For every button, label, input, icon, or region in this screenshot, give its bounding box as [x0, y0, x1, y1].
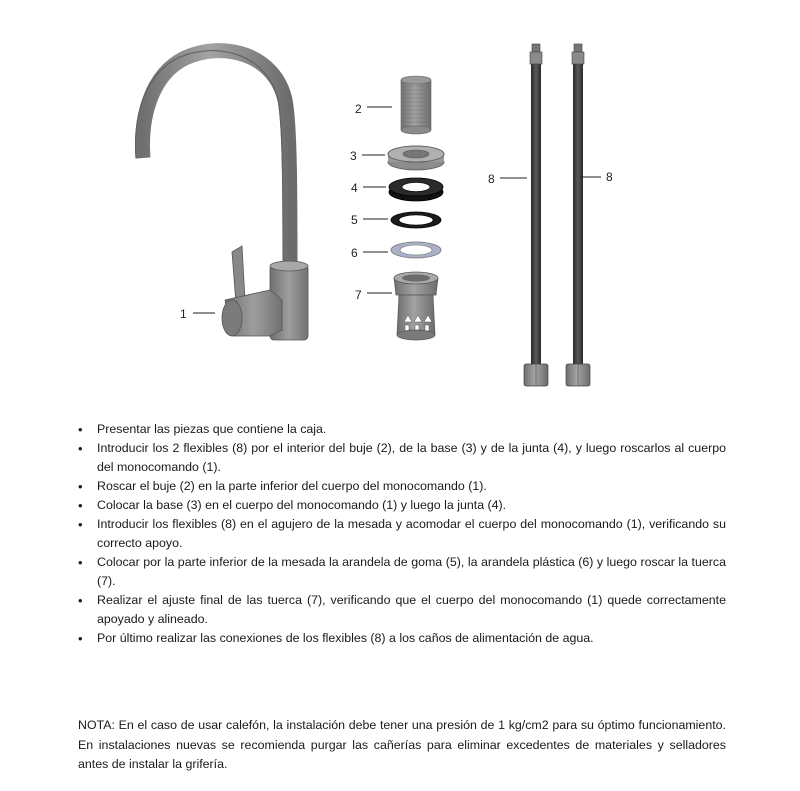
- callout-4: [351, 181, 386, 195]
- bullet-icon: •: [78, 479, 83, 494]
- step-text: Roscar el buje (2) en la parte inferior del cuerpo del monocomando (1).: [97, 479, 487, 493]
- callout-6: [351, 246, 388, 260]
- svg-text:3: 3: [350, 149, 357, 163]
- svg-text:7: 7: [355, 288, 362, 302]
- bullet-icon: •: [78, 422, 83, 437]
- svg-text:6: 6: [351, 246, 358, 260]
- callout-3: [350, 149, 385, 163]
- bullet-icon: •: [78, 498, 83, 513]
- bullet-icon: •: [78, 593, 83, 608]
- bushing-part: [401, 76, 431, 134]
- callout-8-right: [580, 170, 613, 184]
- svg-text:2: 2: [355, 102, 362, 116]
- flexible-hose-left: [524, 44, 548, 386]
- list-item: [78, 439, 726, 477]
- list-item: [78, 477, 726, 496]
- svg-text:8: 8: [606, 170, 613, 184]
- list-item: [78, 553, 726, 591]
- faucet-spout: [142, 51, 290, 268]
- callout-8-left: [488, 172, 527, 186]
- step-text: Por último realizar las conexiones de los flexibles (8) a los caños de alimentación de agua.: [97, 631, 594, 645]
- nut-part: [394, 272, 438, 340]
- rubber-washer-part: [391, 212, 441, 228]
- step-text: Colocar por la parte inferior de la mesada la arandela de goma (5), la arandela plástica (6) y luego roscar la tuerca (7).: [97, 555, 726, 588]
- step-text: Presentar las piezas que contiene la caja.: [97, 422, 327, 436]
- step-text: Realizar el ajuste final de las tuerca (7), verificando que el cuerpo del monocomando (1) quede correctamente apoyado y alineado.: [97, 593, 726, 626]
- list-item: [78, 420, 726, 439]
- bullet-icon: •: [78, 555, 83, 570]
- svg-text:8: 8: [488, 172, 495, 186]
- base-part: [388, 146, 444, 170]
- installation-note: NOTA: En el caso de usar calefón, la instalación debe tener una presión de 1 kg/cm2 para su óptimo funcionamiento. En instalaciones nuevas se recomienda purgar las cañerías para eliminar excedentes de materiales y selladores antes de instalar la grifería.: [78, 718, 726, 771]
- list-item: [78, 515, 726, 553]
- installation-steps: [78, 420, 726, 648]
- svg-text:5: 5: [351, 213, 358, 227]
- bullet-icon: •: [78, 517, 83, 532]
- step-text: Colocar la base (3) en el cuerpo del monocomando (1) y luego la junta (4).: [97, 498, 507, 512]
- gasket-part: [389, 178, 443, 201]
- list-item: [78, 496, 726, 515]
- callout-2: [355, 102, 392, 116]
- faucet-handle: [232, 246, 245, 304]
- bullet-icon: •: [78, 441, 83, 456]
- callout-5: [351, 213, 388, 227]
- flexible-hose-right: [566, 44, 590, 386]
- plastic-washer-part: [391, 242, 441, 258]
- list-item: [78, 629, 726, 648]
- step-text: Introducir los 2 flexibles (8) por el interior del buje (2), de la base (3) y de la junta (4), y luego roscarlos al cuerpo del monocomando (1).: [97, 441, 726, 474]
- svg-text:1: 1: [180, 307, 187, 321]
- callout-1: [180, 307, 215, 321]
- callout-7: [355, 288, 392, 302]
- bullet-icon: •: [78, 631, 83, 646]
- faucet-monocomando: [135, 51, 308, 340]
- svg-text:4: 4: [351, 181, 358, 195]
- step-text: Introducir los flexibles (8) en el agujero de la mesada y acomodar el cuerpo del monocomando (1), verificando su correcto apoyo.: [97, 517, 726, 550]
- list-item: [78, 591, 726, 629]
